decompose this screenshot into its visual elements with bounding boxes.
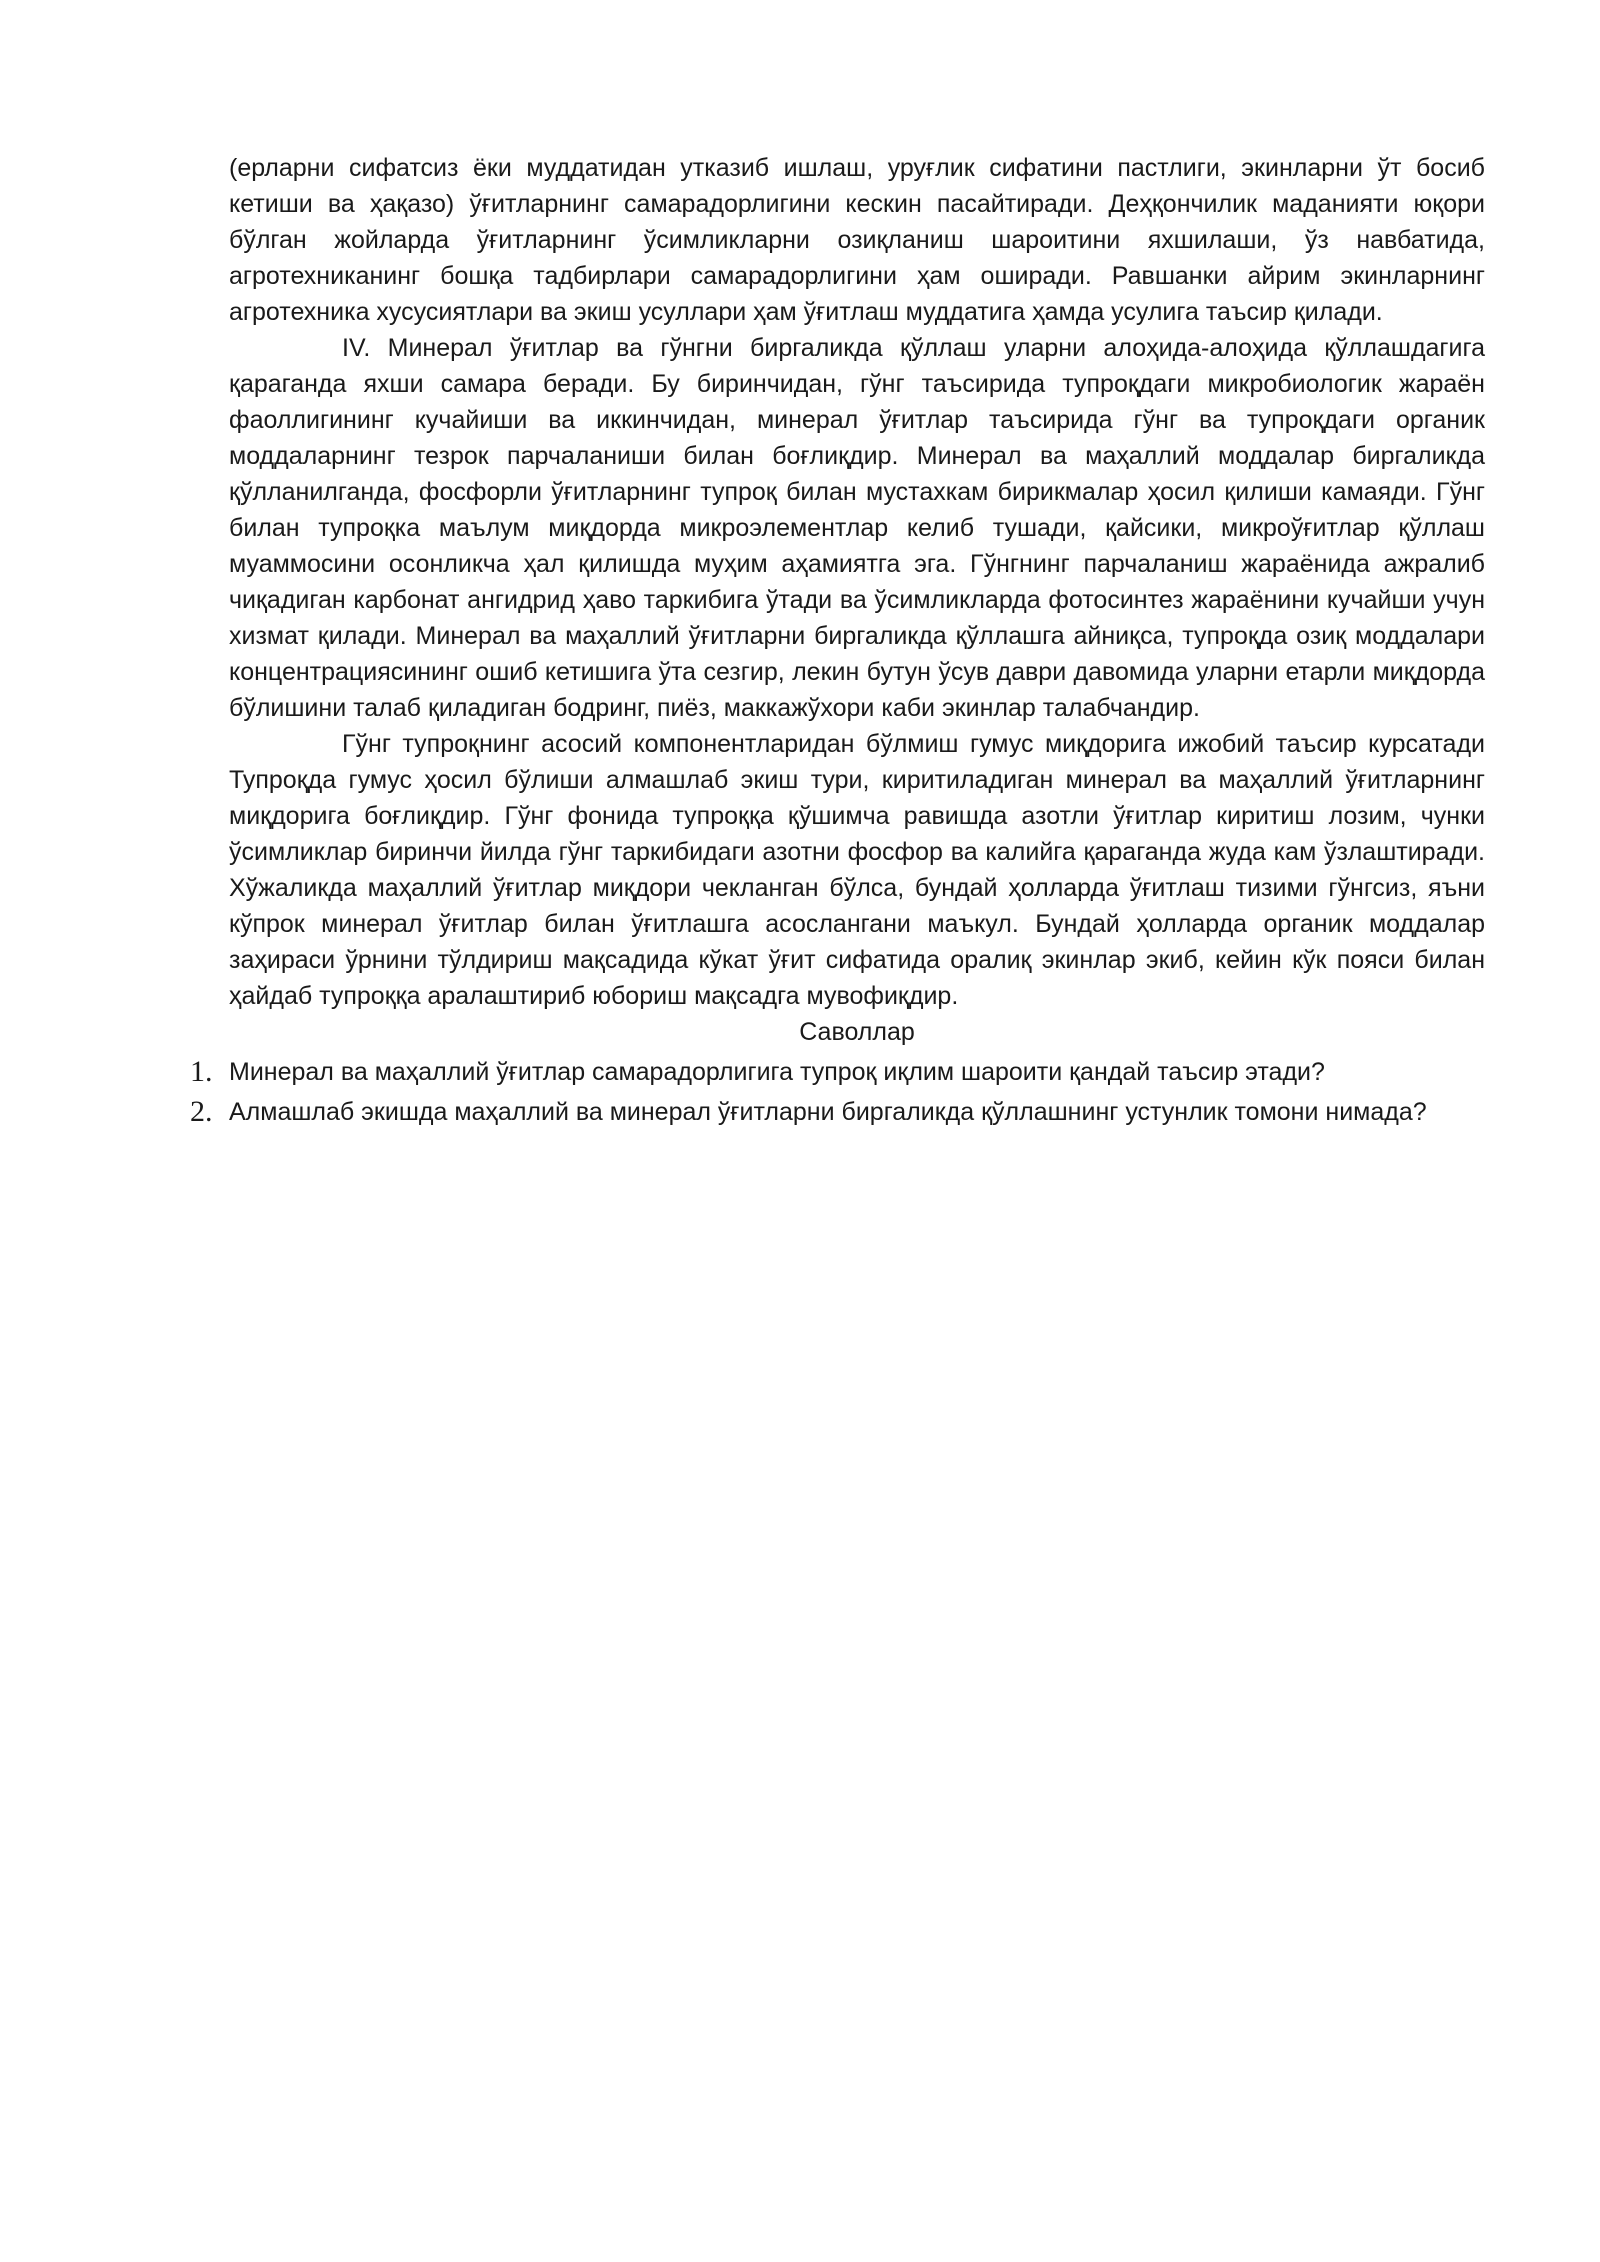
paragraph-intro: (ерларни сифатсиз ёки муддатидан утказиб ишлаш, уруғлик сифатини пастлиги, экинларни ўт босиб кетиши ва ҳақазо) ўғитларнинг самарадорлигини кескин пасайтиради. Деҳқончилик маданияти юқори бўлган жойларда ўғитларнинг ўсимликларни озиқланиш шароитини яхшилаши, ўз навбатида, агротехниканинг бошқа тадбирлари самарадорлигини ҳам оширади. Равшанки айрим экинларнинг агротехника хусусиятлари ва экиш усуллари ҳам ўғитлаш муддатига ҳамда усулига таъсир қилади. [229,154,1485,326]
question-number: 2. [190,1095,213,1128]
question-text: Минерал ва маҳаллий ўғитлар самарадорлигига тупроқ иқлим шароити қандай таъсир этади? [229,1058,1325,1086]
questions-list [190,1054,1485,1130]
question-text: Алмашлаб экишда маҳаллий ва минерал ўғитларни биргаликда қўллашнинг устунлик томони нимада? [229,1098,1427,1126]
document-body [190,150,1485,1134]
question-number: 1. [190,1055,213,1088]
paragraph-manure-humus: Гўнг тупроқнинг асосий компонентларидан бўлмиш гумус миқдорига ижобий таъсир курсатади Тупроқда гумус ҳосил бўлиши алмашлаб экиш тури, киритиладиган минерал ва маҳаллий ўғитларнинг миқдорига боғлиқдир. Гўнг фонида тупроққа қўшимча равишда азотли ўғитлар киритиш лозим, чунки ўсимликлар биринчи йилда гўнг таркибидаги азотни фосфор ва калийга қараганда жуда кам ўзлаштиради. Хўжаликда маҳаллий ўғитлар миқдори чекланган бўлса, бундай ҳолларда ўғитлаш тизими гўнгсиз, яъни кўпрок минерал ўғитлар билан ўғитлашга асослангани маъкул. Бундай ҳолларда органик моддалар заҳираси ўрнини тўлдириш мақсадида кўкат ўғит сифатида оралиқ экинлар экиб, кейин кўк пояси билан ҳайдаб тупроққа аралаштириб юбориш мақсадга мувофиқдир. [229,730,1485,1010]
questions-heading: Саволлар [799,1018,915,1046]
paragraph-section-iv: IV. Минерал ўғитлар ва гўнгни биргаликда қўллаш уларни алоҳида-алоҳида қўллашдагига қараганда яхши самара беради. Бу биринчидан, гўнг таъсирида тупроқдаги микробиологик жараён фаоллигининг кучайиши ва иккинчидан, минерал ўғитлар таъсирида гўнг ва тупроқдаги органик моддаларнинг тезрок парчаланиши билан боғлиқдир. Минерал ва маҳаллий моддалар биргаликда қўлланилганда, фосфорли ўғитларнинг тупроқ билан мустахкам бирикмалар ҳосил қилиши камаяди. Гўнг билан тупроқка маълум миқдорда микроэлементлар келиб тушади, қайсики, микроўғитлар қўллаш муаммосини осонликча ҳал қилишда муҳим аҳамиятга эга. Гўнгнинг парчаланиш жараёнида ажралиб чиқадиган карбонат ангидрид ҳаво таркибига ўтади ва ўсимликларда фотосинтез жараёнини кучайши учун хизмат қилади. Минерал ва маҳаллий ўғитларни биргаликда қўллашга айниқса, тупроқда озиқ моддалари концентрациясининг ошиб кетишига ўта сезгир, лекин бутун ўсув даври давомида уларни етарли миқдорда бўлишини талаб қиладиган бодринг, пиёз, маккажўхори каби экинлар талабчандир. [229,334,1485,722]
question-item-2 [190,1094,1485,1130]
question-item-1 [190,1054,1485,1090]
